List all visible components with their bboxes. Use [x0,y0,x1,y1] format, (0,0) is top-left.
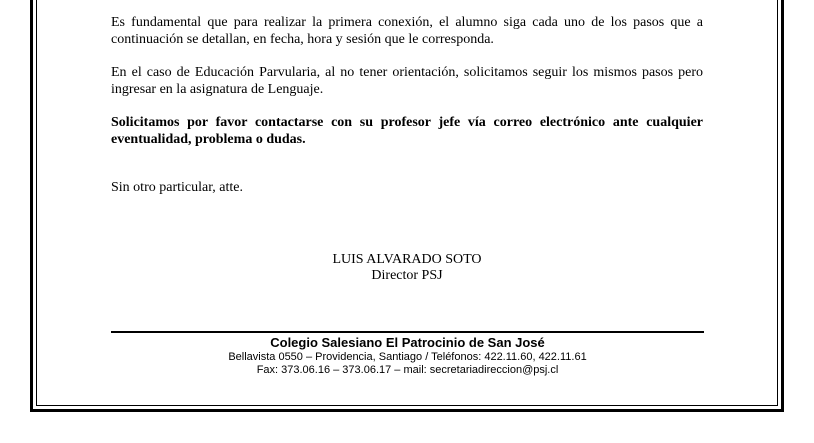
closing-line: Sin otro particular, atte. [111,180,244,195]
paragraph-first-connection: Es fundamental que para realizar la primera conexión, el alumno siga cada uno de los pasos que a continuación se detallan, en fecha, hora y sesión que le corresponda. [111,15,703,47]
signature-block [111,252,703,284]
paragraph-parvularia: En el caso de Educación Parvularia, al no tener orientación, solicitamos seguir los mismos pasos pero ingresar en la asignatura de Lenguaje. [111,65,703,97]
signer-name: LUIS ALVARADO SOTO [332,252,482,267]
letterhead-footer [111,335,704,377]
letter-body [111,14,703,212]
paragraph-contact-teacher: Solicitamos por favor contactarse con su profesor jefe vía correo electrónico ante cualquier eventualidad, problema o dudas. [111,115,703,147]
school-address: Bellavista 0550 – Providencia, Santiago / Teléfonos: 422.11.60, 422.11.61 [228,351,587,363]
school-name: Colegio Salesiano El Patrocinio de San José [270,335,545,350]
signer-title: Director PSJ [371,268,443,283]
footer-divider [111,331,704,333]
school-contact: Fax: 373.06.16 – 373.06.17 – mail: secretariadireccion@psj.cl [256,364,559,376]
